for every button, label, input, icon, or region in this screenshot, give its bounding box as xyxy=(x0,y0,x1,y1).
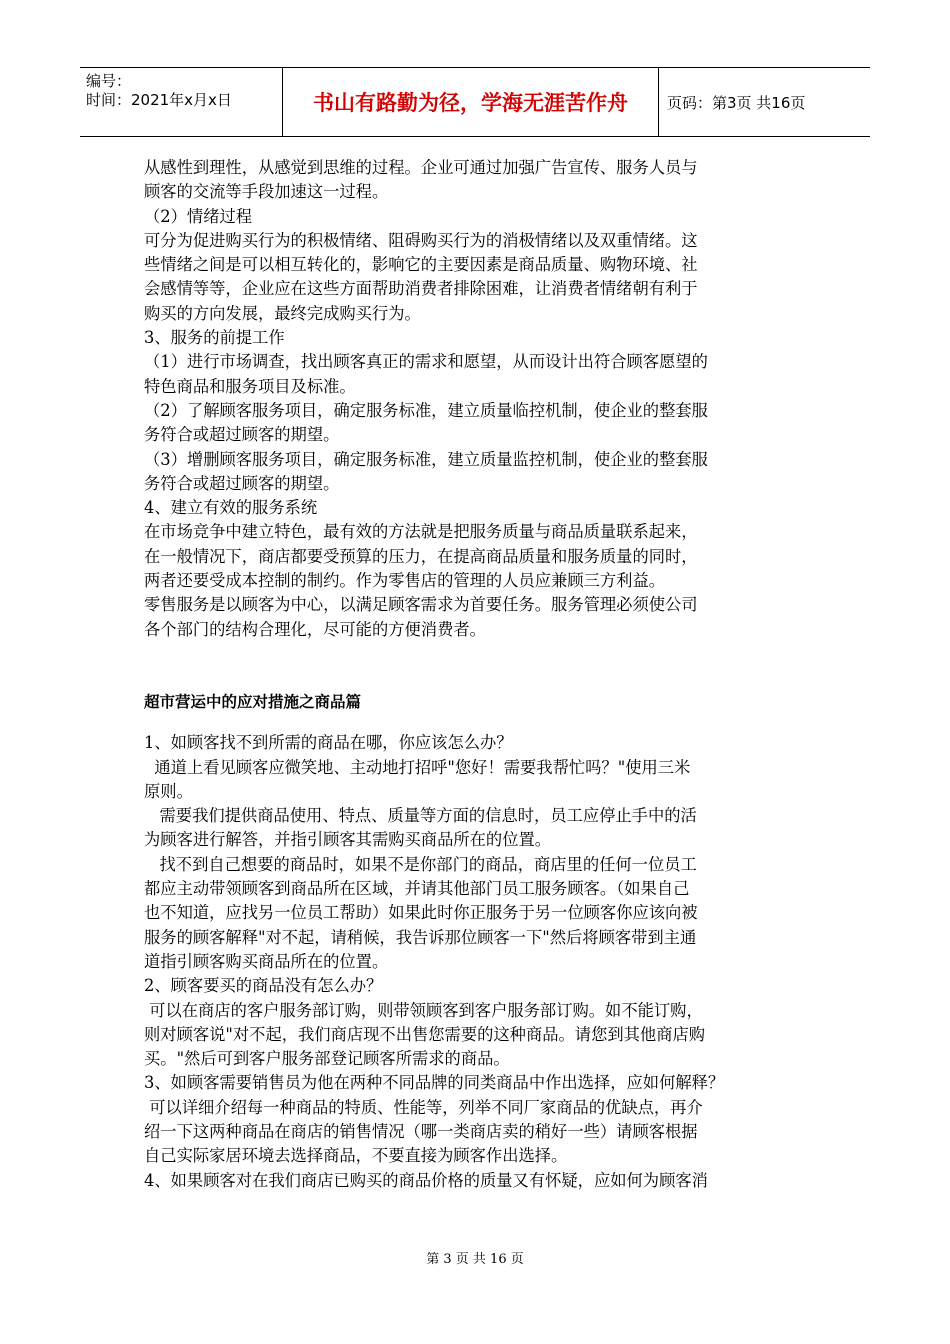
body-line: 绍一下这两种商品在商店的销售情况（哪一类商店卖的稍好一些）请顾客根据 xyxy=(144,1121,698,1141)
header-page-info: 页码：第3页 共16页 xyxy=(667,93,806,112)
body-line: 原则。 xyxy=(144,781,193,801)
body-line: 两者还要受成本控制的制约。作为零售店的管理的人员应兼顾三方利益。 xyxy=(144,571,666,591)
body-line: 些情绪之间是可以相互转化的，影响它的主要因素是商品质量、购物环境、社 xyxy=(144,255,698,275)
doc-time-label: 时间：2021年x月x日 xyxy=(86,91,232,109)
header-meta xyxy=(80,68,283,136)
body-line: 需要我们提供商品使用、特点、质量等方面的信息时，员工应停止手中的活 xyxy=(144,806,697,826)
body-line: （3）增删顾客服务项目，确定服务标准，建立质量监控机制，使企业的整套服 xyxy=(144,449,708,469)
body-line: 务符合或超过顾客的期望。 xyxy=(144,425,340,445)
body-line: 自己实际家居环境去选择商品，不要直接为顾客作出选择。 xyxy=(144,1146,568,1166)
body-line: 购买的方向发展，最终完成购买行为。 xyxy=(144,303,421,323)
body-line: 1、如顾客找不到所需的商品在哪，你应该怎么办？ xyxy=(144,733,513,753)
document-body xyxy=(144,156,814,1193)
body-line: 也不知道，应找另一位员工帮助）如果此时你正服务于另一位顾客你应该向被 xyxy=(144,903,698,923)
body-line: 2、顾客要买的商品没有怎么办？ xyxy=(144,976,383,996)
body-line: （1）进行市场调查，找出顾客真正的需求和愿望，从而设计出符合顾客愿望的 xyxy=(144,352,708,372)
page-header xyxy=(80,67,870,137)
body-line: 可以在商店的客户服务部订购，则带领顾客到客户服务部订购。如不能订购， xyxy=(144,1000,703,1020)
body-line: 各个部门的结构合理化，尽可能的方便消费者。 xyxy=(144,619,486,639)
header-motto: 书山有路勤为径，学海无涯苦作舟 xyxy=(283,68,659,136)
body-line: 都应主动带领顾客到商品所在区域，并请其他部门员工服务顾客。（如果自己 xyxy=(144,879,690,899)
body-line: 4、如果顾客对在我们商店已购买的商品价格的质量又有怀疑，应如何为顾客消 xyxy=(144,1170,708,1190)
body-line: 通道上看见顾客应微笑地、主动地打招呼"您好！需要我帮忙吗？"使用三米 xyxy=(144,757,691,777)
doc-number-label: 编号： xyxy=(86,72,132,90)
body-line: 零售服务是以顾客为中心，以满足顾客需求为首要任务。服务管理必须使公司 xyxy=(144,595,698,615)
body-line: 3、服务的前提工作 xyxy=(144,328,285,348)
body-line: 找不到自己想要的商品时，如果不是你部门的商品，商店里的任何一位员工 xyxy=(144,854,697,874)
body-line: 从感性到理性，从感觉到思维的过程。企业可通过加强广告宣传、服务人员与 xyxy=(144,158,698,177)
body-line: 可以详细介绍每一种商品的特质、性能等，列举不同厂家商品的优缺点，再介 xyxy=(144,1097,703,1117)
page-footer: 第 3 页 共 16 页 xyxy=(426,1252,524,1267)
body-line: 可分为促进购买行为的积极情绪、阻碍购买行为的消极情绪以及双重情绪。这 xyxy=(144,230,698,250)
body-line: 会感情等等，企业应在这些方面帮助消费者排除困难，让消费者情绪朝有利于 xyxy=(144,279,698,299)
body-line: （2）了解顾客服务项目，确定服务标准，建立质量临控机制，使企业的整套服 xyxy=(144,400,708,420)
body-line: 买。"然后可到客户服务部登记顾客所需求的商品。 xyxy=(144,1049,510,1069)
body-line: 在一般情况下，商店都要受预算的压力，在提高商品质量和服务质量的同时， xyxy=(144,546,698,566)
body-line: 道指引顾客购买商品所在的位置。 xyxy=(144,951,389,971)
body-line: 4、建立有效的服务系统 xyxy=(144,498,318,518)
body-line: 务符合或超过顾客的期望。 xyxy=(144,473,340,493)
body-line: 为顾客进行解答，并指引顾客其需购买商品所在的位置。 xyxy=(144,830,552,850)
body-line: 服务的顾客解释"对不起，请稍候，我告诉那位顾客一下"然后将顾客带到主通 xyxy=(144,927,697,947)
body-line: 则对顾客说"对不起，我们商店现不出售您需要的这种商品。请您到其他商店购 xyxy=(144,1024,706,1044)
section-title: 超市营运中的应对措施之商品篇 xyxy=(144,692,362,711)
body-line: 在市场竞争中建立特色，最有效的方法就是把服务质量与商品质量联系起来， xyxy=(144,522,698,542)
body-line: （2）情绪过程 xyxy=(144,206,253,226)
section-spacer xyxy=(144,714,814,731)
body-line: 3、如顾客需要销售员为他在两种不同品牌的同类商品中作出选择，应如何解释？ xyxy=(144,1073,725,1093)
body-line: 特色商品和服务项目及标准。 xyxy=(144,376,356,396)
body-line: 顾客的交流等手段加速这一过程。 xyxy=(144,182,389,202)
section-spacer xyxy=(144,642,814,690)
